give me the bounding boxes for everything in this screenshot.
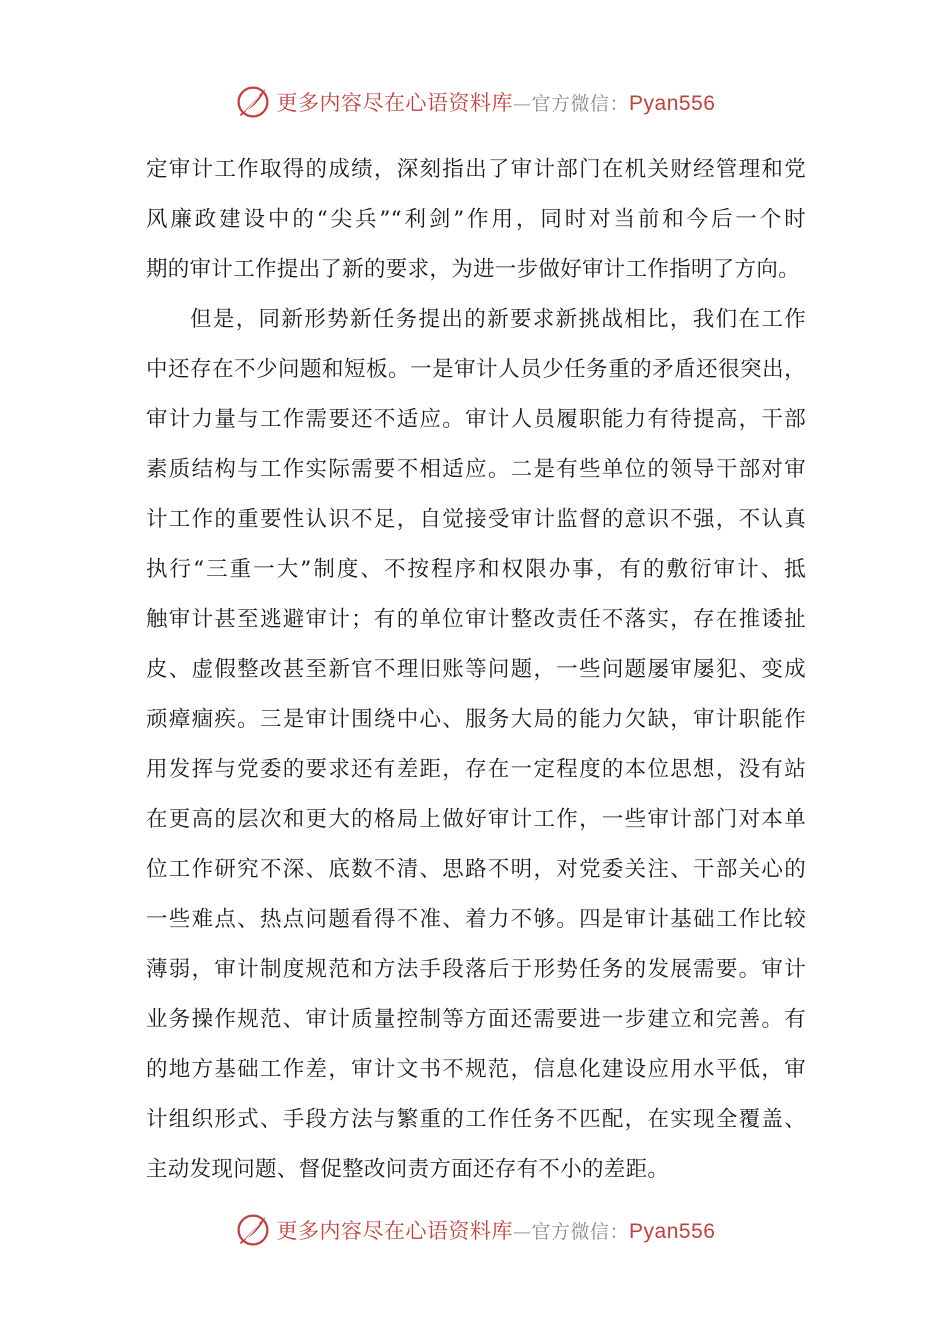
text-line: 计组织形式、手段方法与繁重的工作任务不匹配，在实现全覆盖、 [146,1107,806,1132]
quill-pen-seal-icon [235,84,271,120]
text-line: 执行“三重一大”制度、不按程序和权限办事，有的敷衍审计、抵 [146,557,806,582]
text-line: 用发挥与党委的要求还有差距，存在一定程度的本位思想，没有站 [146,757,806,782]
paragraph [146,300,806,1200]
banner-account: Pyan556 [629,92,716,115]
text-line: 位工作研究不深、底数不清、思路不明，对党委关注、干部关心的 [146,857,806,882]
banner-account: Pyan556 [629,1220,716,1243]
text-line: 素质结构与工作实际需要不相适应。二是有些单位的领导干部对审 [146,457,806,482]
footer-watermark-banner [0,1210,950,1250]
text-line: 中还存在不少问题和短板。一是审计人员少任务重的矛盾还很突出， [146,357,806,382]
banner-site-text: 更多内容尽在心语资料库 [276,91,514,115]
banner-label: 官方微信： [531,1221,630,1243]
text-line: 业务操作规范、审计质量控制等方面还需要进一步建立和完善。有 [146,1007,806,1032]
text-line: 皮、虚假整改甚至新官不理旧账等问题，一些问题屡审屡犯、变成 [146,657,806,682]
banner-label: 官方微信： [531,93,630,115]
text-line: 顽瘴痼疾。三是审计围绕中心、服务大局的能力欠缺，审计职能作 [146,707,806,732]
text-line: 计工作的重要性认识不足，自觉接受审计监督的意识不强，不认真 [146,507,806,532]
paragraph [146,150,806,300]
text-line: 但是，同新形势新任务提出的新要求新挑战相比，我们在工作 [190,307,806,332]
text-line: 期的审计工作提出了新的要求，为进一步做好审计工作指明了方向。 [146,257,801,282]
text-line: 的地方基础工作差，审计文书不规范，信息化建设应用水平低，审 [146,1057,806,1082]
text-line: 风廉政建设中的“尖兵”“利剑”作用，同时对当前和今后一个时 [146,207,806,232]
text-line: 审计力量与工作需要还不适应。审计人员履职能力有待提高，干部 [146,407,806,432]
header-watermark-banner [0,82,950,122]
banner-text [277,87,716,117]
banner-text [277,1215,716,1245]
banner-site-text: 更多内容尽在心语资料库 [276,1219,514,1243]
banner-separator: — [513,1222,532,1243]
banner-separator: — [513,94,532,115]
document-body [146,150,806,1200]
text-line: 主动发现问题、督促整改问责方面还存有不小的差距。 [146,1157,670,1182]
text-line: 定审计工作取得的成绩，深刻指出了审计部门在机关财经管理和党 [146,157,806,182]
text-line: 薄弱，审计制度规范和方法手段落后于形势任务的发展需要。审计 [146,957,806,982]
text-line: 触审计甚至逃避审计；有的单位审计整改责任不落实，存在推诿扯 [146,607,806,632]
text-line: 一些难点、热点问题看得不准、着力不够。四是审计基础工作比较 [146,907,806,932]
text-line: 在更高的层次和更大的格局上做好审计工作，一些审计部门对本单 [146,807,806,832]
quill-pen-seal-icon [235,1212,271,1248]
